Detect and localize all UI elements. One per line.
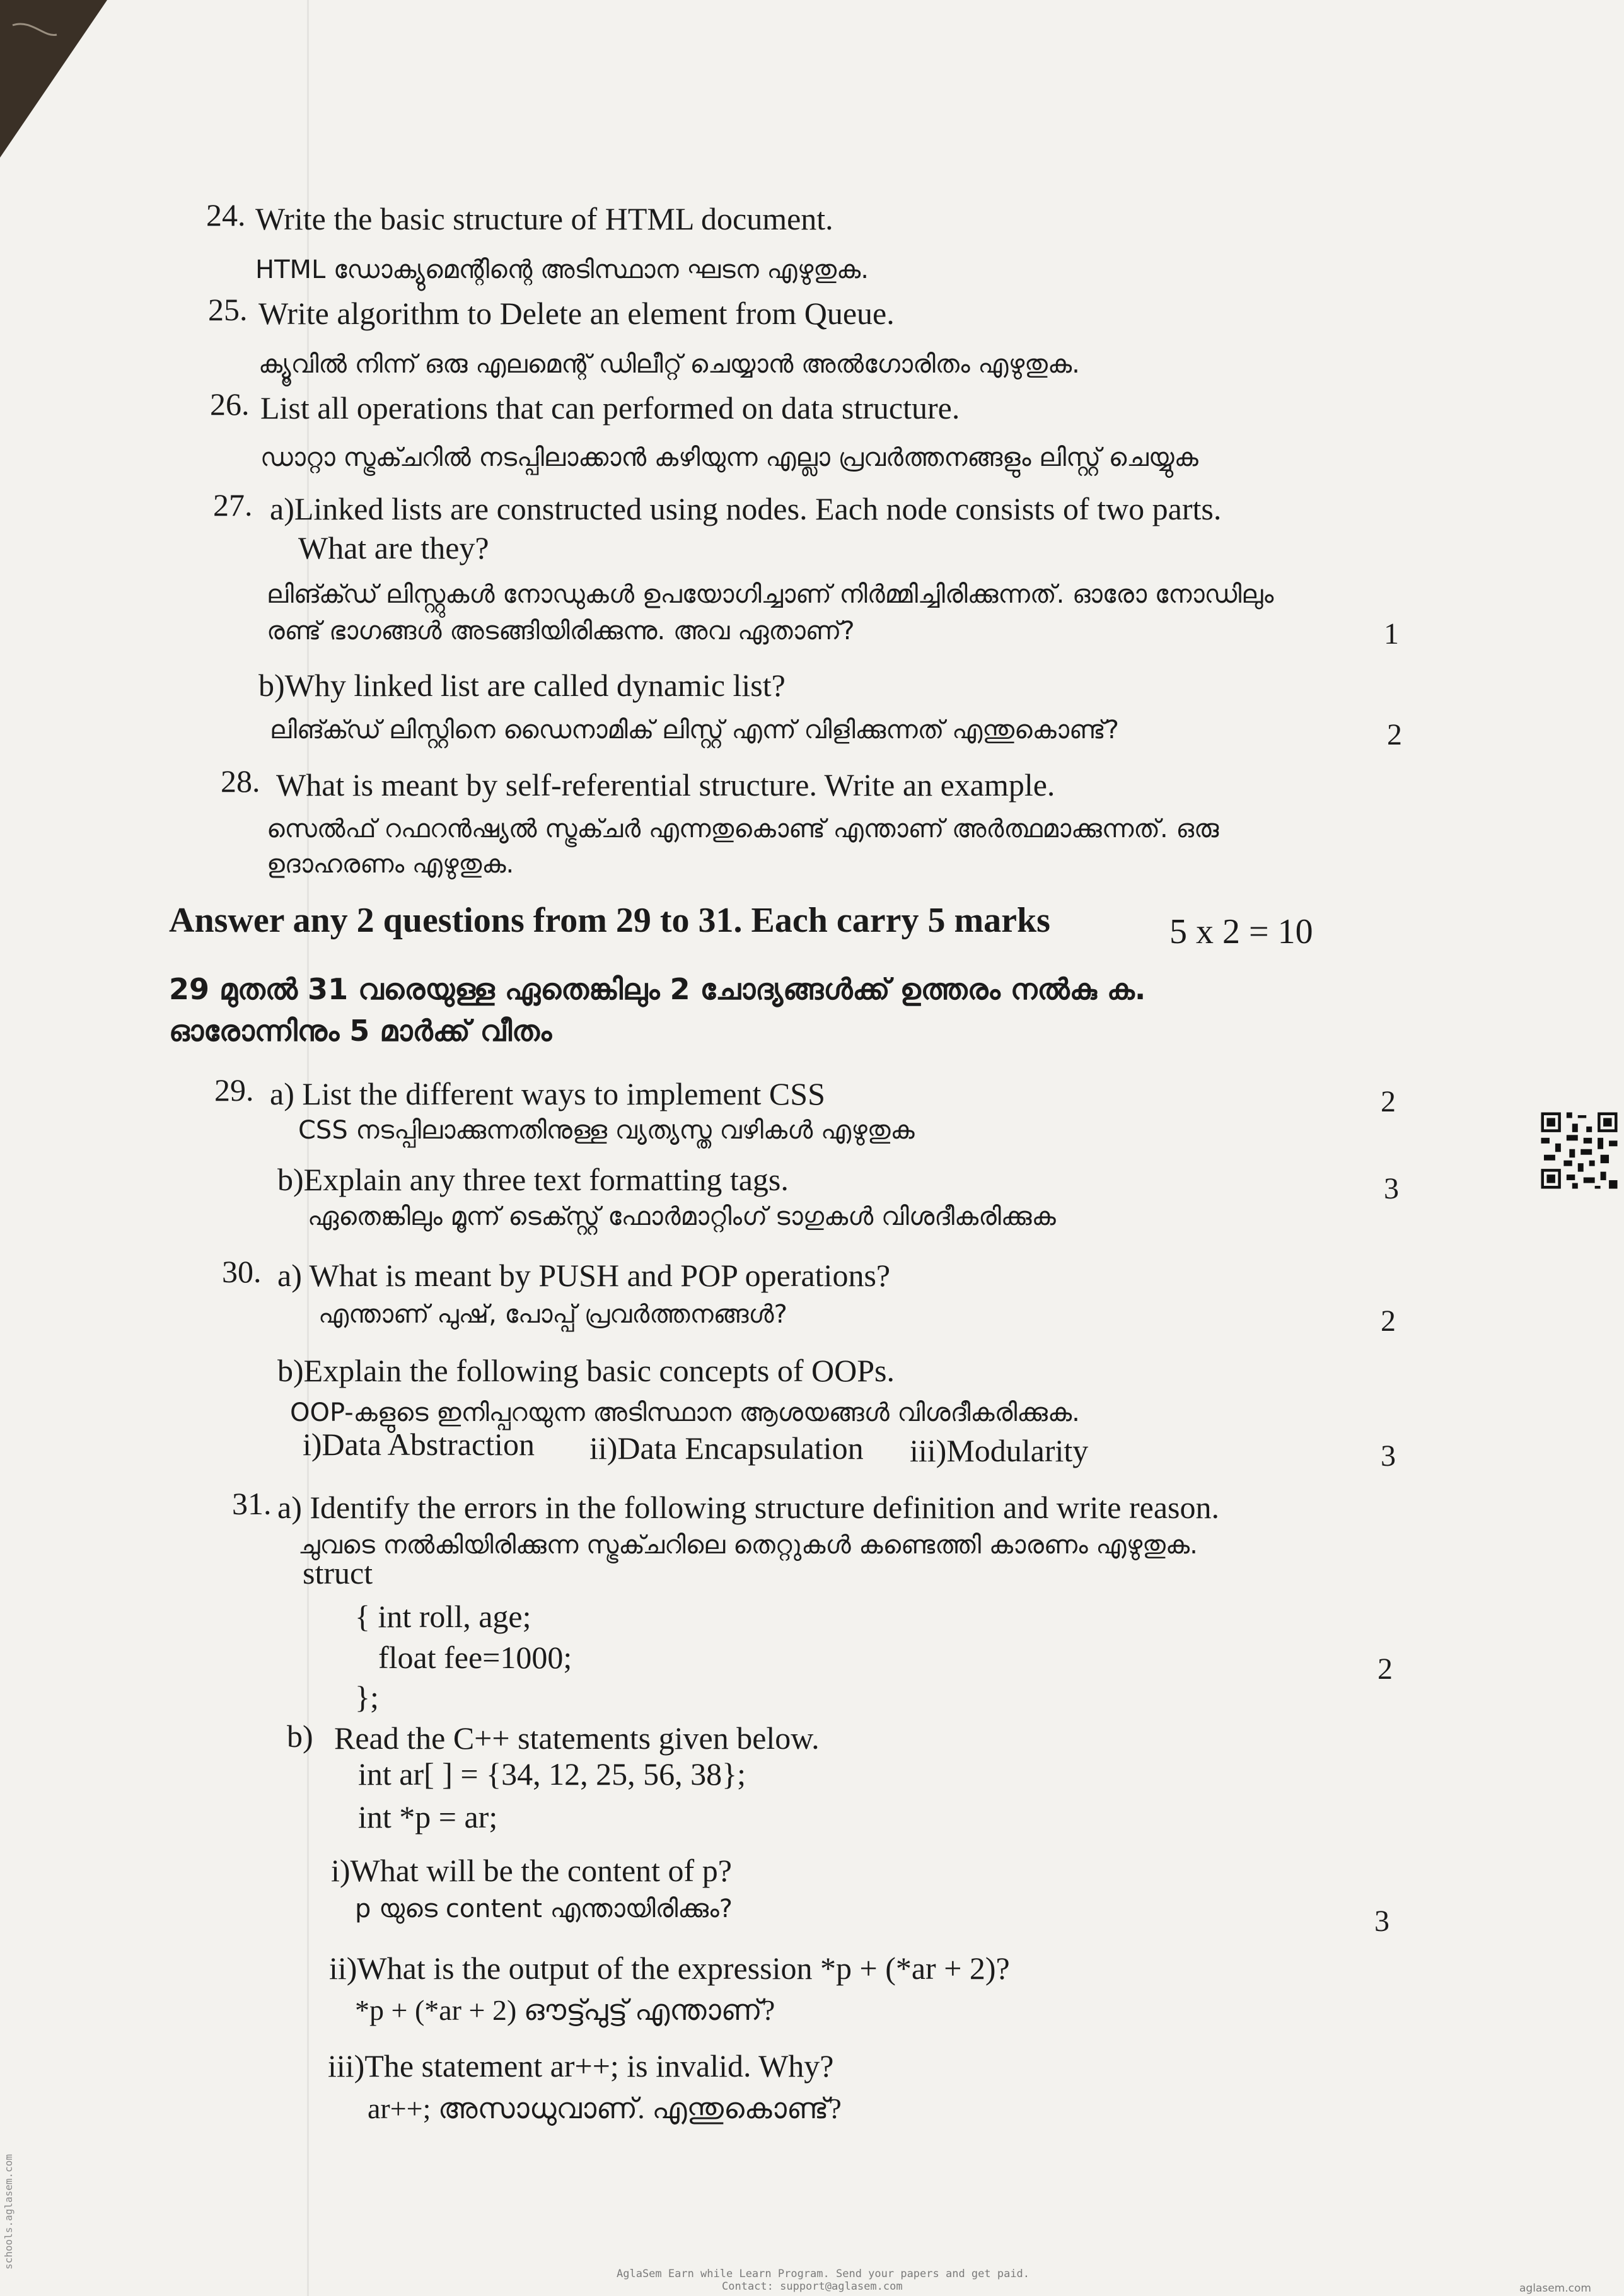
q31b-code-line2: int *p = ar;: [358, 1799, 498, 1835]
q31b-ii-text-ml: *p + (*ar + 2) ഔട്ട്പുട്ട് എന്താണ്?: [355, 1994, 775, 2026]
q31b-text: Read the C++ statements given below.: [334, 1720, 820, 1756]
q31a-code-line3: };: [355, 1679, 379, 1715]
q31a-code-struct: struct: [303, 1555, 373, 1591]
q30b-text: b)Explain the following basic concepts of OOPs.: [277, 1353, 895, 1388]
q31a-code-line2: float fee=1000;: [378, 1640, 572, 1675]
q30b-option-data-abstraction: i)Data Abstraction: [303, 1427, 535, 1462]
page-corner-shadow: [0, 0, 107, 158]
q24-number: 24.: [206, 197, 246, 233]
q28-text-ml-line1: സെൽഫ് റഫറൻഷ്യൽ സ്ട്രക്ചർ എന്നതുകൊണ്ട് എന്താണ് അർത്ഥമാക്കുന്നത്. ഒരു: [267, 815, 1219, 844]
q27a-text-ml-line2: രണ്ട് ഭാഗങ്ങൾ അടങ്ങിയിരിക്കുന്നു. അവ ഏതാണ്?: [267, 617, 855, 646]
q31a-marks: 2: [1378, 1652, 1393, 1686]
q31a-code-line1: { int roll, age;: [355, 1599, 531, 1634]
section-heading: Answer any 2 questions from 29 to 31. Each carry 5 marks: [169, 901, 1050, 940]
q25-text: Write algorithm to Delete an element from Queue.: [258, 296, 895, 331]
q25-number: 25.: [208, 292, 248, 327]
q31b-label: b): [287, 1719, 313, 1754]
footer-site: aglasem.com: [1519, 2282, 1591, 2295]
q31a-text-ml: ചുവടെ നൽകിയിരിക്കുന്ന സ്ട്രക്ചറിലെ തെറ്റുകൾ കണ്ടെത്തി കാരണം എഴുതുക.: [298, 1531, 1198, 1560]
q27a-text-ml-line1: ലിങ്ക്ഡ് ലിസ്റ്റുകൾ നോഡുകൾ ഉപയോഗിച്ചാണ് നിർമ്മിച്ചിരിക്കുന്നത്. ഓരോ നോഡിലും: [267, 580, 1274, 609]
q30b-option-data-encapsulation: ii)Data Encapsulation: [589, 1430, 864, 1466]
q30a-text: a) What is meant by PUSH and POP operations?: [277, 1258, 891, 1293]
q26-number: 26.: [210, 386, 250, 422]
q27a-marks: 1: [1384, 617, 1399, 651]
q28-text: What is meant by self-referential structure. Write an example.: [276, 767, 1055, 803]
q26-text: List all operations that can performed on data structure.: [260, 390, 960, 426]
q27a-text-line2: What are they?: [298, 530, 489, 565]
q31b-iii-text: iii)The statement ar++; is invalid. Why?: [328, 2048, 834, 2084]
q31-number: 31.: [232, 1486, 272, 1521]
q29a-text-ml: CSS നടപ്പിലാക്കുന്നതിനുള്ള വ്യത്യസ്ത വഴികൾ എഴുതുക: [298, 1116, 915, 1145]
q24-text: Write the basic structure of HTML document.: [255, 201, 833, 236]
q27a-text-line1: a)Linked lists are constructed using nodes. Each node consists of two parts.: [270, 491, 1222, 526]
q31b-i-text: i)What will be the content of p?: [331, 1853, 732, 1888]
q30b-option-modularity: iii)Modularity: [910, 1433, 1089, 1468]
section-marks-formula: 5 x 2 = 10: [1169, 912, 1313, 951]
q31a-text: a) Identify the errors in the following structure definition and write reason.: [277, 1490, 1219, 1525]
q27-number: 27.: [213, 487, 253, 523]
q27b-text-ml: ലിങ്ക്ഡ് ലിസ്റ്റിനെ ഡൈനാമിക് ലിസ്റ്റ് എന്ന് വിളിക്കുന്നത് എന്തുകൊണ്ട്?: [270, 716, 1119, 745]
q24-text-ml: HTML ഡോക്യുമെന്റിന്റെ അടിസ്ഥാന ഘടന എഴുതുക.: [255, 255, 869, 284]
page-fold-line: [307, 0, 309, 2296]
q31b-iii-text-ml: ar++; അസാധുവാണ്. എന്തുകൊണ്ട്?: [368, 2092, 842, 2125]
q31b-code-line1: int ar[ ] = {34, 12, 25, 56, 38};: [358, 1756, 746, 1792]
q28-text-ml-line2: ഉദാഹരണം എഴുതുക.: [267, 850, 514, 879]
q30b-text-ml: OOP-കളുടെ ഇനിപ്പറയുന്ന അടിസ്ഥാന ആശയങ്ങൾ വിശദീകരിക്കുക.: [290, 1398, 1080, 1427]
section-heading-ml-line2: ഓരോന്നിനും 5 മാർക്ക് വീതം: [169, 1014, 552, 1048]
q30-number: 30.: [222, 1254, 262, 1289]
footer-line2: Contact: support@aglasem.com: [722, 2280, 903, 2293]
q30b-marks: 3: [1381, 1439, 1396, 1473]
q25-text-ml: ക്യൂവിൽ നിന്ന് ഒരു എലമെന്റ് ഡിലീറ്റ് ചെയ്യാൻ അൽഗോരിതം എഴുതുക.: [258, 350, 1080, 379]
q28-number: 28.: [221, 763, 260, 799]
q29b-text-ml: ഏതെങ്കിലും മൂന്ന് ടെക്സ്റ്റ് ഫോർമാറ്റിംഗ് ടാഗുകൾ വിശദീകരിക്കുക: [308, 1202, 1056, 1231]
footer-line1: AglaSem Earn while Learn Program. Send your papers and get paid.: [617, 2268, 1030, 2280]
q29b-marks: 3: [1384, 1172, 1399, 1205]
q27b-text: b)Why linked list are called dynamic list?: [258, 668, 786, 703]
q30a-text-ml: എന്താണ് പുഷ്, പോപ്പ് പ്രവർത്തനങ്ങൾ?: [318, 1300, 787, 1329]
q29-number: 29.: [214, 1072, 254, 1108]
q29a-text: a) List the different ways to implement CSS: [270, 1076, 825, 1111]
section-heading-ml-line1: 29 മുതൽ 31 വരെയുള്ള ഏതെങ്കിലും 2 ചോദ്യങ്ങൾക്ക് ഉത്തരം നൽകു ക.: [169, 972, 1146, 1006]
q26-text-ml: ഡാറ്റാ സ്ട്രക്ചറിൽ നടപ്പിലാക്കാൻ കഴിയുന്ന എല്ലാ പ്രവർത്തനങ്ങളും ലിസ്റ്റ് ചെയ്യുക: [260, 443, 1198, 472]
qr-code: [1538, 1110, 1620, 1191]
q29a-marks: 2: [1381, 1085, 1396, 1118]
side-watermark: schools.aglasem.com: [3, 2154, 14, 2270]
q31b-marks: 3: [1374, 1905, 1389, 1938]
q30a-marks: 2: [1381, 1304, 1396, 1338]
q31b-ii-text: ii)What is the output of the expression *p + (*ar + 2)?: [329, 1951, 1010, 1986]
q31b-i-text-ml: p യുടെ content എന്തായിരിക്കും?: [355, 1894, 733, 1923]
q27b-marks: 2: [1387, 718, 1402, 751]
q29b-text: b)Explain any three text formatting tags.: [277, 1162, 789, 1197]
